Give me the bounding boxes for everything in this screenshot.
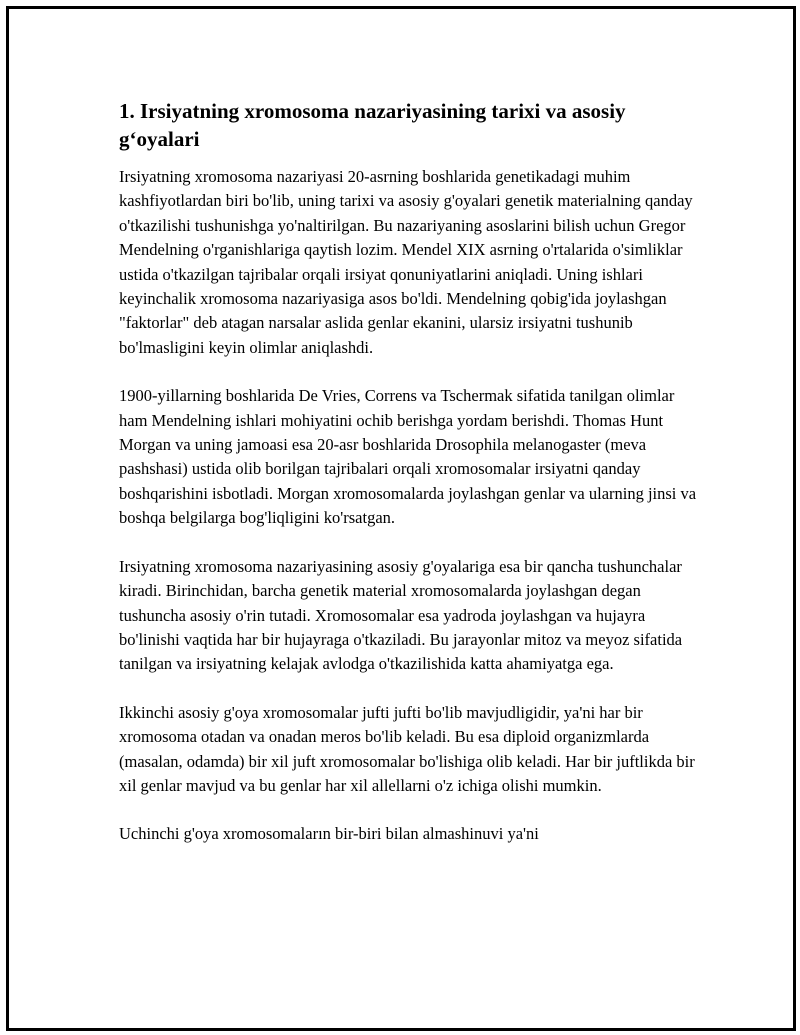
paragraph-early-researchers: 1900-yillarning boshlarida De Vries, Correns va Tschermak sifatida tanilgan olimlar ham Mendelning ishlari mohiyatini ochib berishga yordam berishdi. Thomas Hunt Morgan va uning jamoasi esa 20-asr boshlarida Drosophila melanogaster (meva pashshasi) ustida olib borilgan tajribalari orqali xromosomalar irsiyatni qanday boshqarishini isbotladi. Morgan xromosomalarda joylashgan genlar va ularning jinsi va boshqa belgilarga bog'liqligini ko'rsatgan.: [119, 386, 697, 528]
paragraph-history-intro: Irsiyatning xromosoma nazariyasi 20-asrning boshlarida genetikadagi muhim kashfiyotlardan biri bo'lib, uning tarixi va asosiy g'oyalari genetik materialning qanday o'tkazilishi tushunishga yo'naltirilgan. Bu nazariyaning asoslarini bilish uchun Gregor Mendelning o'rganishlariga qaytish lozim. Mendel XIX asrning o'rtalarida o'simliklar ustida o'tkazilgan tajribalar orqali irsiyat qonuniyatlarini aniqladi. Uning ishlari keyinchalik xromosoma nazariyasiga asos bo'ldi. Mendelning qobig'ida joylashgan "faktorlar" deb atagan narsalar aslida genlar ekanini, ularsiz irsiyatni tushunib bo'lmasligini keyin olimlar aniqlashdi.: [119, 167, 693, 357]
paragraph-second-idea: Ikkinchi asosiy g'oya xromosomalar jufti jufti bo'lib mavjudligidir, ya'ni har bir xromosoma otadan va onadan meros bo'lib keladi. Bu esa diploid organizmlarda (masalan, odamda) bir xil juft xromosomalar bo'lishiga olib keladi. Har bir juftlikda bir xil genlar mavjud va bu genlar har xil allellarni o'z ichiga olishi mumkin.: [119, 702, 695, 795]
document-page: [6, 6, 796, 1031]
section-heading: 1. Irsiyatning xromosoma nazariyasining tarixi va asosiy g‘oyalari: [119, 99, 626, 151]
paragraph-third-idea: Uchinchi g'oya xromosomaların bir-biri bilan almashinuvi ya'ni: [119, 824, 539, 844]
paragraph-first-idea: Irsiyatning xromosoma nazariyasining asosiy g'oyalariga esa bir qancha tushunchalar kiradi. Birinchidan, barcha genetik material xromosomalarda joylashgan degan tushuncha asosiy o'rin tutadi. Xromosomalar esa yadroda joylashgan va hujayra bo'linishi vaqtida har bir hujayraga o'tkaziladi. Bu jarayonlar mitoz va meyoz sifatida tanilgan va irsiyatning kelajak avlodga o'tkazilishida katta ahamiyatga ega.: [119, 556, 683, 674]
document-body: [119, 97, 699, 871]
